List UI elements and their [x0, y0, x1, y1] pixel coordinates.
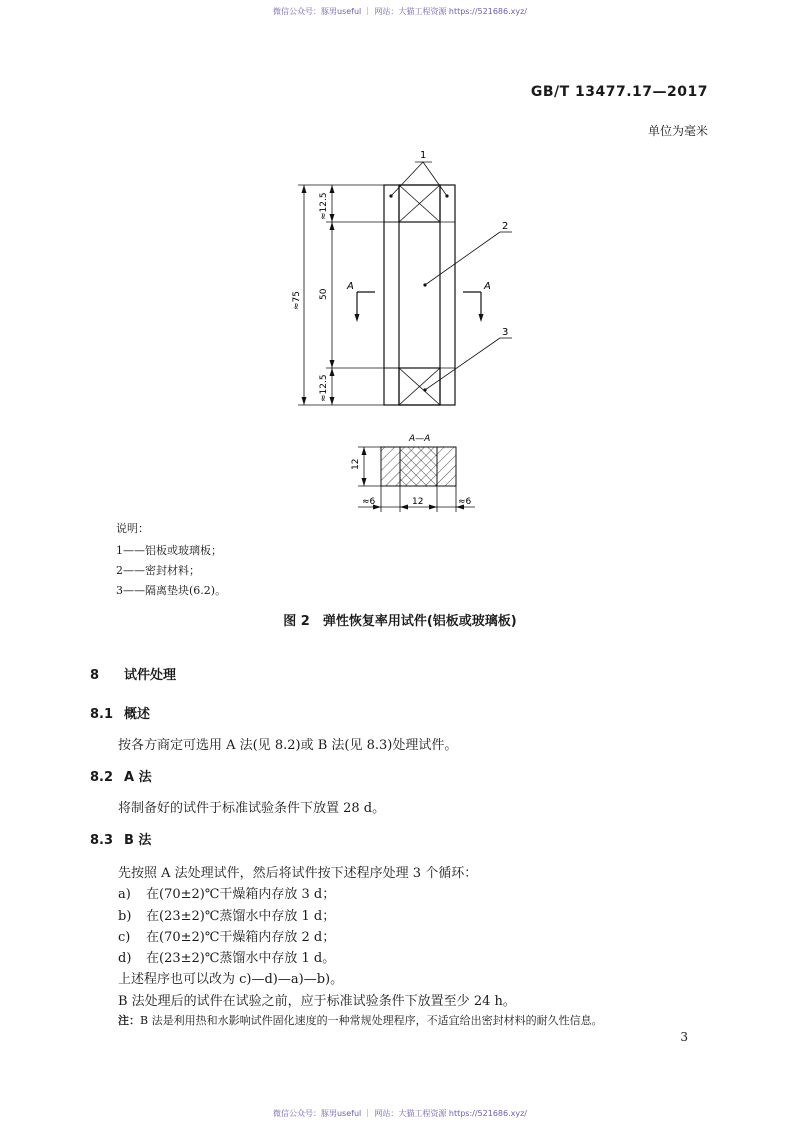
list-text: 在(23±2)℃蒸馏水中存放 1 d； — [146, 909, 336, 924]
list-item — [118, 883, 335, 902]
list-label: c) — [118, 930, 131, 945]
subsection-heading — [90, 829, 151, 848]
dim-left-6: ≈6 — [362, 497, 376, 507]
note-label: 注： — [118, 1014, 140, 1027]
figure-caption: 图 2 弹性恢复率用试件(铝板或玻璃板) — [283, 614, 517, 629]
legend-item: 3——隔离垫块(6.2)。 — [116, 584, 227, 597]
legend-title: 说明： — [116, 522, 149, 535]
note-text: B 法是利用热和水影响试件固化速度的一种常规处理程序，不适宜给出密封材料的耐久性信息。 — [140, 1014, 603, 1027]
standard-number: GB/T 13477.17—2017 — [530, 84, 708, 100]
section-number: 8 — [90, 668, 100, 683]
subsection-title: A 法 — [124, 770, 152, 785]
dim-total: ≈75 — [292, 291, 302, 310]
dim-middle: 50 — [319, 288, 329, 300]
list-label: d) — [118, 951, 132, 966]
subsection-number: 8.1 — [90, 707, 114, 722]
list-text: 在(70±2)℃干燥箱内存放 3 d； — [146, 887, 336, 902]
legend-item: 2——密封材料； — [116, 564, 200, 577]
list-label: a) — [118, 887, 131, 902]
subsection-number: 8.3 — [90, 833, 114, 848]
list-text: 在(70±2)℃干燥箱内存放 2 d； — [146, 930, 336, 945]
paragraph: 将制备好的试件于标准试验条件下放置 28 d。 — [118, 801, 386, 816]
list-label: b) — [118, 909, 132, 924]
section-mark-left: A — [347, 281, 354, 292]
paragraph: 先按照 A 法处理试件，然后将试件按下述程序处理 3 个循环： — [118, 866, 478, 881]
list-item — [118, 926, 335, 945]
dim-top: ≈12.5 — [319, 192, 329, 220]
section-title: A—A — [409, 434, 431, 444]
page-number: 3 — [680, 1030, 688, 1044]
legend-item: 1——铝板或玻璃板； — [116, 544, 222, 557]
subsection-number: 8.2 — [90, 770, 114, 785]
unit-note: 单位为毫米 — [647, 124, 708, 138]
section-heading — [90, 664, 176, 683]
plate-outline — [384, 185, 455, 405]
dim-height-12: 12 — [351, 458, 361, 470]
dim-center-12: 12 — [412, 497, 424, 507]
label-2: 2 — [502, 221, 509, 232]
section-mark-right: A — [484, 281, 491, 292]
list-item — [118, 905, 335, 924]
dim-right-6: ≈6 — [458, 497, 472, 507]
subsection-heading — [90, 766, 152, 785]
subsection-title: 概述 — [124, 707, 151, 722]
subsection-title: B 法 — [124, 833, 152, 848]
watermark-top: 微信公众号：豚男useful ｜ 网站：大猫工程资源 https://521686.xyz/ — [272, 7, 528, 16]
paragraph: B 法处理后的试件在试验之前，应于标准试验条件下放置至少 24 h。 — [118, 994, 516, 1009]
note — [118, 1012, 603, 1028]
list-item — [118, 947, 335, 966]
paragraph: 按各方商定可选用 A 法(见 8.2)或 B 法(见 8.3)处理试件。 — [118, 738, 458, 753]
paragraph: 上述程序也可以改为 c)—d)—a)—b)。 — [118, 972, 344, 987]
list-text: 在(23±2)℃蒸馏水中存放 1 d。 — [146, 951, 336, 966]
subsection-heading — [90, 703, 150, 722]
dim-bottom: ≈12.5 — [319, 374, 329, 402]
label-3: 3 — [502, 327, 509, 338]
figure-2-diagram — [0, 0, 800, 520]
watermark-bottom: 微信公众号：豚男useful ｜ 网站：大猫工程资源 https://521686.xyz/ — [272, 1109, 528, 1118]
section-title: 试件处理 — [124, 668, 177, 683]
label-1: 1 — [420, 150, 427, 161]
